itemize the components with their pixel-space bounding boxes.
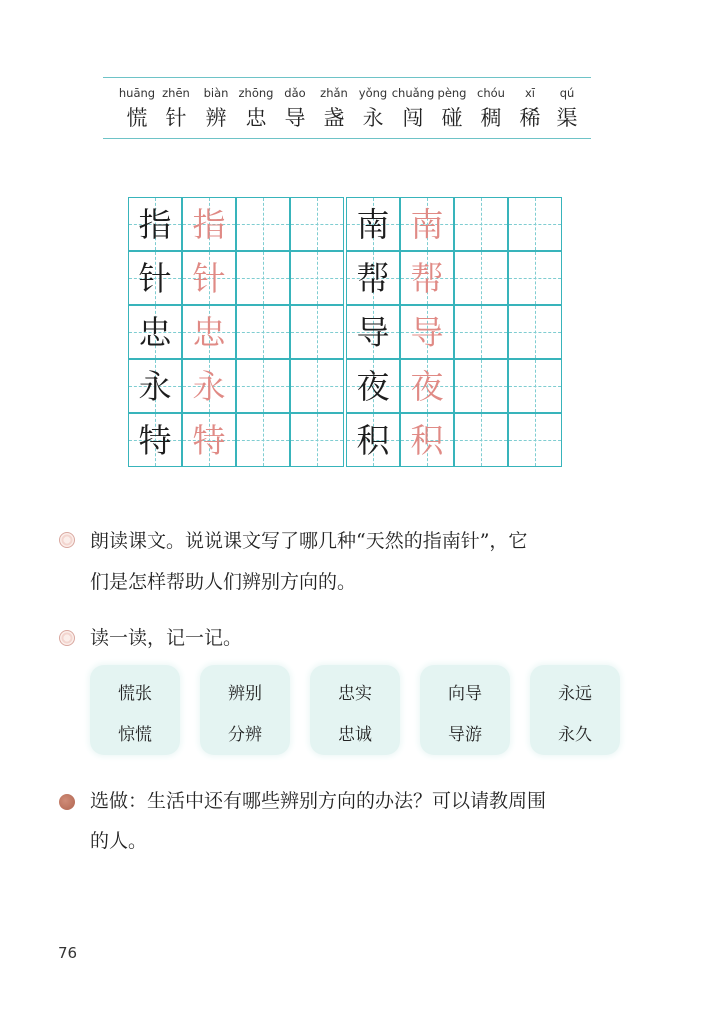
grid-cell: [346, 359, 400, 413]
pinyin: zhēn: [162, 86, 190, 100]
word: 忠诚: [338, 725, 372, 745]
grid-cell: [508, 359, 562, 413]
hanzi: 辨: [205, 106, 227, 130]
model-character: 积: [356, 420, 390, 460]
grid-cell: [236, 197, 290, 251]
grid-cell: [182, 305, 236, 359]
filled-seal-icon: [59, 794, 75, 810]
word: 辨别: [228, 684, 262, 704]
model-character: 特: [138, 420, 172, 460]
model-character: 指: [138, 204, 172, 244]
hanzi: 稠: [480, 106, 502, 130]
model-character: 针: [138, 258, 172, 298]
word: 永久: [558, 725, 592, 745]
exercise-3-line-2: 的人。: [90, 830, 148, 852]
model-character: 导: [356, 312, 390, 352]
grid-cell: [236, 305, 290, 359]
grid-cell: [290, 197, 344, 251]
trace-character: 针: [192, 258, 226, 298]
grid-cell: [128, 359, 182, 413]
pinyin: chuǎng: [391, 86, 435, 100]
model-character: 忠: [138, 312, 172, 352]
circle-seal-icon: [59, 630, 75, 646]
word-card: [420, 665, 510, 755]
hanzi: 永: [362, 106, 384, 130]
grid-cell: [182, 251, 236, 305]
grid-cell: [290, 305, 344, 359]
grid-cell: [346, 413, 400, 467]
grid-cell: [454, 305, 508, 359]
word-card: [310, 665, 400, 755]
grid-cell: [346, 305, 400, 359]
vocabulary-strip: [103, 77, 591, 139]
hanzi: 稀: [519, 106, 541, 130]
grid-cell: [182, 359, 236, 413]
word: 永远: [558, 684, 592, 704]
pinyin: zhǎn: [320, 86, 348, 100]
hanzi: 盏: [323, 106, 345, 130]
grid-cell: [236, 251, 290, 305]
grid-cell: [400, 413, 454, 467]
exercise-3-line-1: 选做：生活中还有哪些辨别方向的办法？可以请教周围: [90, 790, 547, 812]
model-character: 帮: [356, 258, 390, 298]
circle-seal-icon: [59, 532, 75, 548]
trace-character: 导: [410, 312, 444, 352]
grid-cell: [400, 359, 454, 413]
exercise-2-text: 读一读，记一记。: [90, 627, 243, 649]
trace-character: 指: [192, 204, 226, 244]
grid-cell: [290, 251, 344, 305]
hanzi: 忠: [245, 106, 267, 130]
trace-character: 南: [410, 204, 444, 244]
word: 分辨: [228, 725, 262, 745]
hanzi: 渠: [556, 106, 578, 130]
grid-cell: [182, 197, 236, 251]
model-character: 南: [356, 204, 390, 244]
word: 导游: [448, 725, 482, 745]
exercise-1-line-2: 们是怎样帮助人们辨别方向的。: [90, 571, 357, 593]
pinyin: huāng: [118, 86, 156, 100]
grid-cell: [128, 413, 182, 467]
grid-cell: [128, 197, 182, 251]
grid-cell: [346, 197, 400, 251]
grid-cell: [182, 413, 236, 467]
hanzi: 导: [284, 106, 306, 130]
model-character: 永: [138, 366, 172, 406]
hanzi: 闯: [402, 106, 424, 130]
grid-cell: [454, 359, 508, 413]
grid-cell: [508, 251, 562, 305]
grid-cell: [508, 197, 562, 251]
grid-cell: [128, 251, 182, 305]
pinyin: chóu: [477, 86, 505, 100]
trace-character: 永: [192, 366, 226, 406]
trace-character: 特: [192, 420, 226, 460]
grid-cell: [128, 305, 182, 359]
word: 忠实: [338, 684, 372, 704]
word-card: [90, 665, 180, 755]
hanzi: 碰: [441, 106, 463, 130]
grid-cell: [236, 413, 290, 467]
word: 向导: [448, 684, 482, 704]
grid-cell: [454, 251, 508, 305]
hanzi: 慌: [126, 106, 148, 130]
pinyin: yǒng: [358, 86, 388, 100]
grid-cell: [508, 413, 562, 467]
grid-cell: [454, 413, 508, 467]
exercise-1-line-1: 朗读课文。说说课文写了哪几种“天然的指南针”，它: [90, 530, 528, 552]
pinyin: dǎo: [284, 86, 306, 100]
pinyin: pèng: [437, 86, 467, 100]
grid-cell: [346, 251, 400, 305]
hanzi: 针: [165, 106, 187, 130]
grid-cell: [508, 305, 562, 359]
word: 惊慌: [118, 725, 152, 745]
grid-cell: [236, 359, 290, 413]
pinyin: qú: [559, 86, 575, 100]
page-number: 76: [58, 944, 78, 962]
grid-cell: [454, 197, 508, 251]
pinyin: xī: [524, 86, 535, 100]
trace-character: 夜: [410, 366, 444, 406]
grid-cell: [290, 359, 344, 413]
pinyin: biàn: [203, 86, 229, 100]
word-card: [200, 665, 290, 755]
grid-cell: [400, 197, 454, 251]
word-card: [530, 665, 620, 755]
trace-character: 积: [410, 420, 444, 460]
grid-cell: [400, 305, 454, 359]
trace-character: 帮: [410, 258, 444, 298]
grid-cell: [400, 251, 454, 305]
word: 慌张: [118, 684, 152, 704]
pinyin: zhōng: [238, 86, 274, 100]
trace-character: 忠: [192, 312, 226, 352]
model-character: 夜: [356, 366, 390, 406]
grid-cell: [290, 413, 344, 467]
